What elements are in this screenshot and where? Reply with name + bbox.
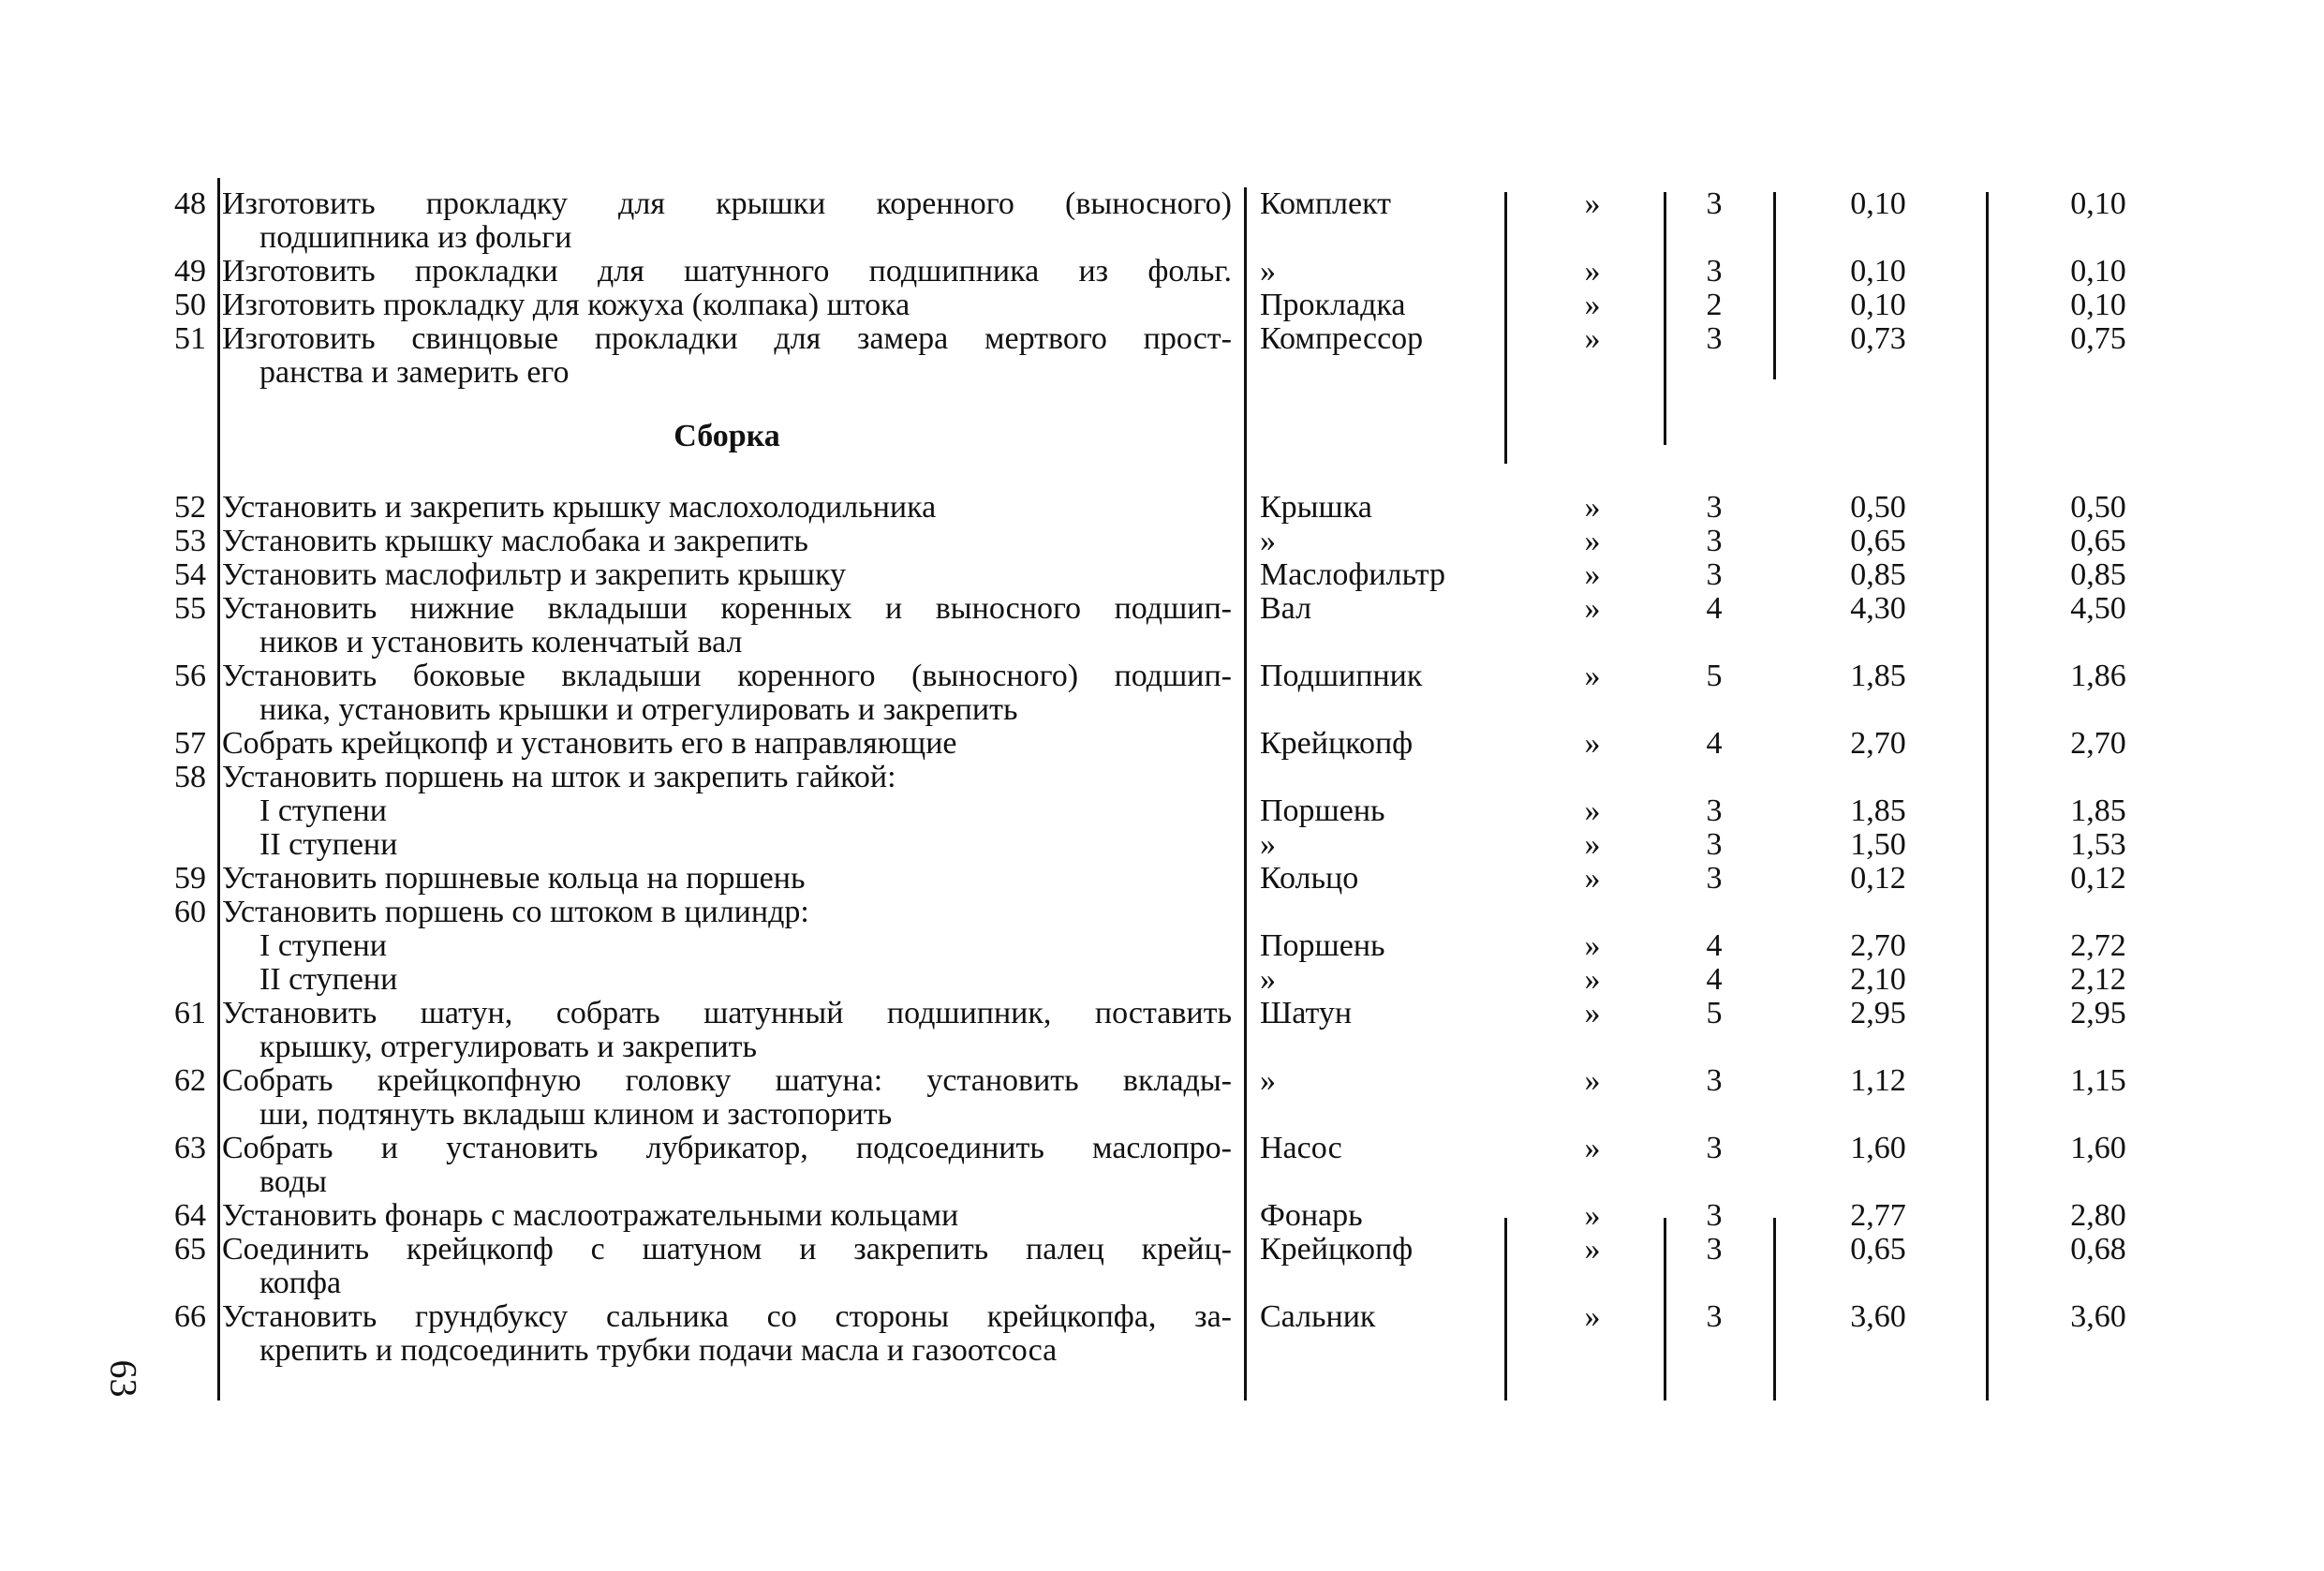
quantity-mark: » <box>1584 962 1601 997</box>
operation-description <box>222 862 1232 896</box>
description-line-1: Собрать крейцкопфную головку шатуна: установить вклады- <box>222 1063 1232 1098</box>
worker-grade: 3 <box>1706 490 1723 525</box>
quantity-mark: » <box>1584 827 1601 862</box>
time-norm-1: 1,85 <box>1850 659 1906 693</box>
time-norm-2: 0,50 <box>2070 490 2126 525</box>
time-norm-1: 0,10 <box>1850 288 1906 322</box>
description-line-1: Установить поршень на шток и закрепить гайкой: <box>222 760 896 794</box>
time-norm-1: 0,73 <box>1850 321 1906 356</box>
worker-grade: 3 <box>1706 1131 1723 1165</box>
time-norm-1: 2,77 <box>1850 1198 1906 1233</box>
quantity-mark: » <box>1584 490 1601 525</box>
time-norm-1: 2,10 <box>1850 962 1906 997</box>
worker-grade: 4 <box>1706 928 1723 963</box>
stage-label: I ступени <box>259 793 387 828</box>
description-line-1: Установить грундбуксу сальника со стороны крейцкопфа, за- <box>222 1299 1232 1334</box>
row-number: 54 <box>174 557 206 592</box>
unit-of-measure: Крейцкопф <box>1260 1232 1414 1267</box>
operation-description <box>222 558 1232 592</box>
quantity-mark: » <box>1584 726 1601 761</box>
quantity-mark: » <box>1584 557 1601 592</box>
operation-description <box>222 322 1232 390</box>
quantity-mark: » <box>1584 659 1601 693</box>
stage-label: II ступени <box>259 827 398 862</box>
description-line-2: крышку, отрегулировать и закрепить <box>259 1030 757 1064</box>
operation-description <box>222 828 1232 862</box>
worker-grade: 3 <box>1706 557 1723 592</box>
row-number: 56 <box>174 659 206 693</box>
quantity-mark: » <box>1584 928 1601 963</box>
operation-description <box>222 929 1232 963</box>
column-rule-grade-lower <box>1773 1218 1776 1401</box>
description-line-1: Изготовить прокладку для кожуха (колпака) штока <box>222 288 910 322</box>
section-title: Сборка <box>674 419 780 453</box>
description-line-1: Установить маслофильтр и закрепить крышку <box>222 557 847 592</box>
page-number: 63 <box>102 1359 145 1398</box>
description-line-1: Установить боковые вкладыши коренного (выносного) подшип- <box>222 659 1232 693</box>
time-norm-2: 3,60 <box>2070 1299 2126 1334</box>
operation-description <box>222 1132 1232 1199</box>
row-number: 64 <box>174 1198 206 1233</box>
description-line-2: ника, установить крышки и отрегулировать и закрепить <box>259 692 1018 727</box>
quantity-mark: » <box>1584 591 1601 626</box>
description-line-1: Установить поршень со штоком в цилиндр: <box>222 895 809 929</box>
unit-of-measure: Вал <box>1260 591 1312 626</box>
time-norm-2: 1,85 <box>2070 793 2126 828</box>
time-norm-1: 0,50 <box>1850 490 1906 525</box>
time-norm-2: 0,85 <box>2070 557 2126 592</box>
description-line-1: Установить шатун, собрать шатунный подшипник, поставить <box>222 996 1232 1030</box>
worker-grade: 3 <box>1706 321 1723 356</box>
row-number: 62 <box>174 1063 206 1098</box>
description-line-1: Изготовить прокладку для крышки коренного (выносного) <box>222 186 1232 221</box>
stage-label: I ступени <box>259 928 387 963</box>
quantity-mark: » <box>1584 321 1601 356</box>
time-norm-2: 0,12 <box>2070 861 2126 896</box>
quantity-mark: » <box>1584 1063 1601 1098</box>
operation-description <box>222 1300 1232 1368</box>
worker-grade: 3 <box>1706 254 1723 289</box>
time-norm-1: 0,85 <box>1850 557 1906 592</box>
time-norm-2: 0,10 <box>2070 254 2126 289</box>
description-line-1: Собрать крейцкопф и установить его в направляющие <box>222 726 957 761</box>
time-norm-1: 0,65 <box>1850 1232 1906 1267</box>
row-number: 51 <box>174 321 206 356</box>
column-rule-grade <box>1773 192 1776 379</box>
operation-description <box>222 794 1232 828</box>
worker-grade: 3 <box>1706 186 1723 221</box>
worker-grade: 3 <box>1706 524 1723 558</box>
description-line-2: крепить и подсоединить трубки подачи масла и газоотсоса <box>259 1333 1058 1368</box>
time-norm-2: 2,95 <box>2070 996 2126 1030</box>
operation-description <box>222 997 1232 1064</box>
unit-of-measure: Прокладка <box>1260 288 1406 322</box>
time-norm-2: 0,10 <box>2070 186 2126 221</box>
row-number: 53 <box>174 524 206 558</box>
operation-description <box>222 289 1232 322</box>
unit-of-measure: Маслофильтр <box>1260 557 1446 592</box>
column-rule-desc <box>1244 187 1247 1401</box>
quantity-mark: » <box>1584 288 1601 322</box>
operation-description <box>222 727 1232 761</box>
description-line-2: подшипника из фольги <box>259 220 572 255</box>
unit-of-measure: Компрессор <box>1260 321 1424 356</box>
worker-grade: 4 <box>1706 726 1723 761</box>
stage-label: II ступени <box>259 962 398 997</box>
quantity-mark: » <box>1584 996 1601 1030</box>
description-line-2: ши, подтянуть вкладыш клином и застопорить <box>259 1097 893 1132</box>
time-norm-2: 2,12 <box>2070 962 2126 997</box>
time-norm-2: 1,86 <box>2070 659 2126 693</box>
description-line-2: копфа <box>259 1266 342 1300</box>
description-line-1: Установить фонарь с маслоотражательными кольцами <box>222 1198 959 1233</box>
time-norm-1: 0,10 <box>1850 254 1906 289</box>
row-number: 55 <box>174 591 206 626</box>
row-number: 49 <box>174 254 206 289</box>
operation-description <box>222 896 1232 929</box>
unit-of-measure: Поршень <box>1260 928 1385 963</box>
description-line-1: Установить крышку маслобака и закрепить <box>222 524 808 558</box>
description-line-1: Изготовить прокладки для шатунного подшипника из фольг. <box>222 254 1232 289</box>
quantity-mark: » <box>1584 1131 1601 1165</box>
operation-description <box>222 660 1232 727</box>
worker-grade: 3 <box>1706 793 1723 828</box>
description-line-2: ранства и замерить его <box>259 355 570 390</box>
time-norm-2: 0,10 <box>2070 288 2126 322</box>
worker-grade: 5 <box>1706 659 1723 693</box>
unit-of-measure: » <box>1260 524 1276 558</box>
worker-grade: 4 <box>1706 591 1723 626</box>
worker-grade: 3 <box>1706 1232 1723 1267</box>
time-norm-2: 4,50 <box>2070 591 2126 626</box>
row-number: 60 <box>174 895 206 929</box>
unit-of-measure: Крышка <box>1260 490 1372 525</box>
operation-description <box>222 1064 1232 1132</box>
time-norm-2: 1,15 <box>2070 1063 2126 1098</box>
time-norm-1: 0,65 <box>1850 524 1906 558</box>
quantity-mark: » <box>1584 1299 1601 1334</box>
time-norm-1: 1,85 <box>1850 793 1906 828</box>
time-norm-2: 0,75 <box>2070 321 2126 356</box>
unit-of-measure: Сальник <box>1260 1299 1376 1334</box>
column-rule-left <box>217 178 220 1401</box>
row-number: 61 <box>174 996 206 1030</box>
quantity-mark: » <box>1584 1232 1601 1267</box>
quantity-mark: » <box>1584 861 1601 896</box>
unit-of-measure: Насос <box>1260 1131 1342 1165</box>
description-line-1: Изготовить свинцовые прокладки для замера мертвого прост- <box>222 321 1232 356</box>
worker-grade: 3 <box>1706 1299 1723 1334</box>
description-line-1: Установить и закрепить крышку маслохолодильника <box>222 490 937 525</box>
row-number: 52 <box>174 490 206 525</box>
operation-description <box>222 761 1232 794</box>
column-rule-t1 <box>1986 192 1989 1401</box>
unit-of-measure: » <box>1260 962 1276 997</box>
quantity-mark: » <box>1584 254 1601 289</box>
worker-grade: 3 <box>1706 1063 1723 1098</box>
description-line-2: воды <box>259 1164 327 1199</box>
description-line-1: Установить нижние вкладыши коренных и выносного подшип- <box>222 591 1232 626</box>
row-number: 59 <box>174 861 206 896</box>
time-norm-2: 2,80 <box>2070 1198 2126 1233</box>
time-norm-1: 2,70 <box>1850 928 1906 963</box>
time-norm-1: 0,10 <box>1850 186 1906 221</box>
unit-of-measure: Фонарь <box>1260 1198 1363 1233</box>
operation-description <box>222 187 1232 255</box>
description-line-1: Собрать и установить лубрикатор, подсоединить маслопро- <box>222 1131 1232 1165</box>
time-norm-2: 2,72 <box>2070 928 2126 963</box>
time-norm-2: 0,65 <box>2070 524 2126 558</box>
worker-grade: 5 <box>1706 996 1723 1030</box>
unit-of-measure: » <box>1260 1063 1276 1098</box>
quantity-mark: » <box>1584 524 1601 558</box>
description-line-2: ников и установить коленчатый вал <box>259 625 743 660</box>
unit-of-measure: Комплект <box>1260 186 1392 221</box>
time-norm-1: 1,50 <box>1850 827 1906 862</box>
time-norm-2: 1,60 <box>2070 1131 2126 1165</box>
time-norm-1: 2,95 <box>1850 996 1906 1030</box>
operation-description <box>222 592 1232 660</box>
unit-of-measure: Подшипник <box>1260 659 1423 693</box>
column-rule-q1-lower <box>1664 1218 1666 1401</box>
worker-grade: 3 <box>1706 1198 1723 1233</box>
quantity-mark: » <box>1584 793 1601 828</box>
worker-grade: 3 <box>1706 827 1723 862</box>
time-norm-1: 0,12 <box>1850 861 1906 896</box>
row-number: 65 <box>174 1232 206 1267</box>
operation-description <box>222 963 1232 997</box>
unit-of-measure: » <box>1260 254 1276 289</box>
quantity-mark: » <box>1584 186 1601 221</box>
row-number: 48 <box>174 186 206 221</box>
operation-description <box>222 525 1232 558</box>
operation-description <box>222 255 1232 289</box>
operation-description <box>222 1233 1232 1300</box>
time-norm-1: 1,60 <box>1850 1131 1906 1165</box>
operation-description <box>222 1199 1232 1233</box>
worker-grade: 3 <box>1706 861 1723 896</box>
row-number: 63 <box>174 1131 206 1165</box>
column-rule-q1 <box>1664 192 1666 445</box>
worker-grade: 4 <box>1706 962 1723 997</box>
description-line-1: Соединить крейцкопф с шатуном и закрепить палец крейц- <box>222 1232 1232 1267</box>
operation-description <box>222 491 1232 525</box>
time-norm-1: 4,30 <box>1850 591 1906 626</box>
description-line-1: Установить поршневые кольца на поршень <box>222 861 806 896</box>
unit-of-measure: Поршень <box>1260 793 1385 828</box>
time-norm-2: 2,70 <box>2070 726 2126 761</box>
row-number: 58 <box>174 760 206 794</box>
time-norm-2: 1,53 <box>2070 827 2126 862</box>
row-number: 57 <box>174 726 206 761</box>
time-norm-1: 3,60 <box>1850 1299 1906 1334</box>
time-norm-1: 1,12 <box>1850 1063 1906 1098</box>
quantity-mark: » <box>1584 1198 1601 1233</box>
worker-grade: 2 <box>1706 288 1723 322</box>
row-number: 50 <box>174 288 206 322</box>
unit-of-measure: Кольцо <box>1260 861 1359 896</box>
row-number: 66 <box>174 1299 206 1334</box>
time-norm-1: 2,70 <box>1850 726 1906 761</box>
time-norm-2: 0,68 <box>2070 1232 2126 1267</box>
unit-of-measure: Крейцкопф <box>1260 726 1414 761</box>
unit-of-measure: Шатун <box>1260 996 1353 1030</box>
unit-of-measure: » <box>1260 827 1276 862</box>
